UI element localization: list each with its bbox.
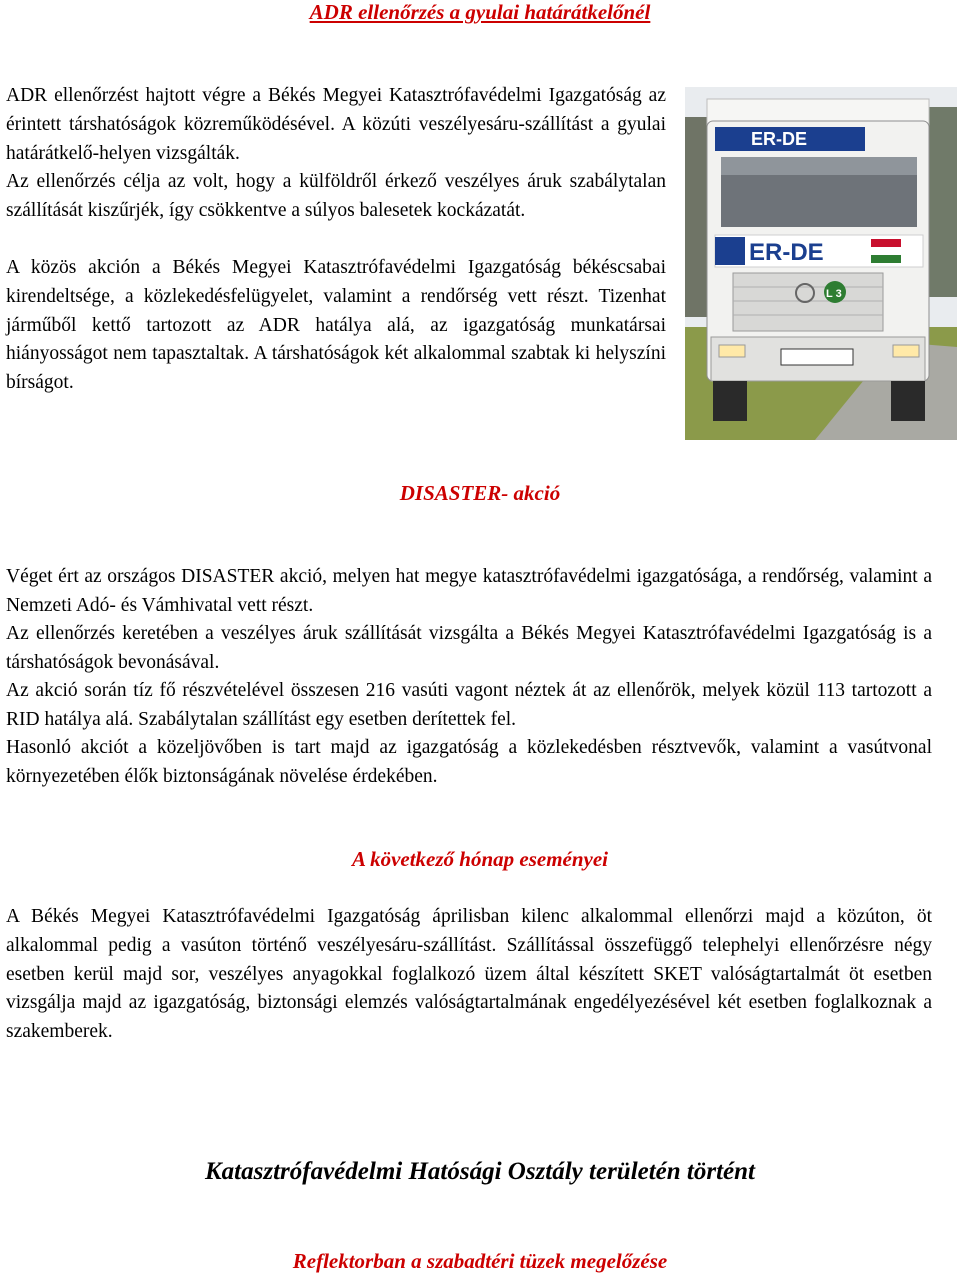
section-title-next-month: A következő hónap eseményei xyxy=(351,847,609,871)
section-title-adr: ADR ellenőrzés a gyulai határátkelőnél xyxy=(309,0,651,24)
disaster-paragraph-1: Véget ért az országos DISASTER akció, melyen hat megye katasztrófavédelmi igazgatósága, a rendőrség, valamint a Nemzeti Adó- és Vámhivatal vett részt. xyxy=(6,566,932,616)
truck-sign-bottom: ER-DE xyxy=(749,239,824,266)
section-title-outdoor-fires: Reflektorban a szabadtéri tüzek megelőzése xyxy=(292,1249,668,1273)
disaster-paragraph-2: Az ellenőrzés keretében a veszélyes áruk szállítását vizsgálta a Békés Megyei Katasztrófavédelmi Igazgatóság is a társhatóságok bevonásával. xyxy=(6,623,932,673)
next-month-paragraph: A Békés Megyei Katasztrófavédelmi Igazgatóság áprilisban kilenc alkalommal ellenőrzi majd a közúton, öt alkalommal pedig a vasúton történő veszélyesáru-szállítást. Szállítással összefüggő telephelyi ellenőrzésre négy esetben kerül majd sor, veszélyes anyagokkal foglalkozó üzem által készített SKET valóságtartalmát öt esetben vizsgálja majd az igazgatóság, biztonsági elemzés valóságtartalmának engedélyezésével két esetben foglalkoznak a szakemberek. xyxy=(6,906,932,1043)
truck-sign-top: ER-DE xyxy=(751,129,808,149)
section-title-authority: Katasztrófavédelmi Hatósági Osztály területén történt xyxy=(205,1158,755,1185)
truck-illustration xyxy=(685,87,957,440)
section-title-disaster: DISASTER- akció xyxy=(399,481,561,505)
adr-paragraph-1: ADR ellenőrzést hajtott végre a Békés Megyei Katasztrófavédelmi Igazgatóság az érintett társhatóságok közreműködésével. A közúti veszélyesáru-szállítást a gyulai határátkelő-helyen vizsgálták. xyxy=(6,85,666,164)
disaster-paragraph-4: Hasonló akciót a közeljövőben is tart majd az igazgatóság a közlekedésben résztvevők, valamint a vasútvonal környezetében élők biztonságának növelése érdekében. xyxy=(6,737,932,787)
adr-paragraph-3: A közös akción a Békés Megyei Katasztrófavédelmi Igazgatóság békéscsabai kirendeltsége, a közlekedésfelügyelet, valamint a rendőrség vett részt. Tizenhat járműből kettő tartozott az ADR hatálya alá, az igazgatóság munkatársai hiányosságot nem tapasztaltak. A társhatóságok két alkalommal szabtak ki helyszíni bírságot. xyxy=(6,257,666,394)
truck-photo xyxy=(685,87,957,440)
truck-badge: L 3 xyxy=(826,288,842,300)
disaster-paragraph-3: Az akció során tíz fő részvételével összesen 216 vasúti vagont néztek át az ellenőrök, melyek közül 113 tartozott a RID hatálya alá. Szabálytalan szállítást egy esetben derítettek fel. xyxy=(6,680,932,730)
adr-paragraph-2: Az ellenőrzés célja az volt, hogy a külföldről érkező veszélyes áruk szabálytalan szállítását kiszűrjék, így csökkentve a súlyos balesetek kockázatát. xyxy=(6,171,666,221)
